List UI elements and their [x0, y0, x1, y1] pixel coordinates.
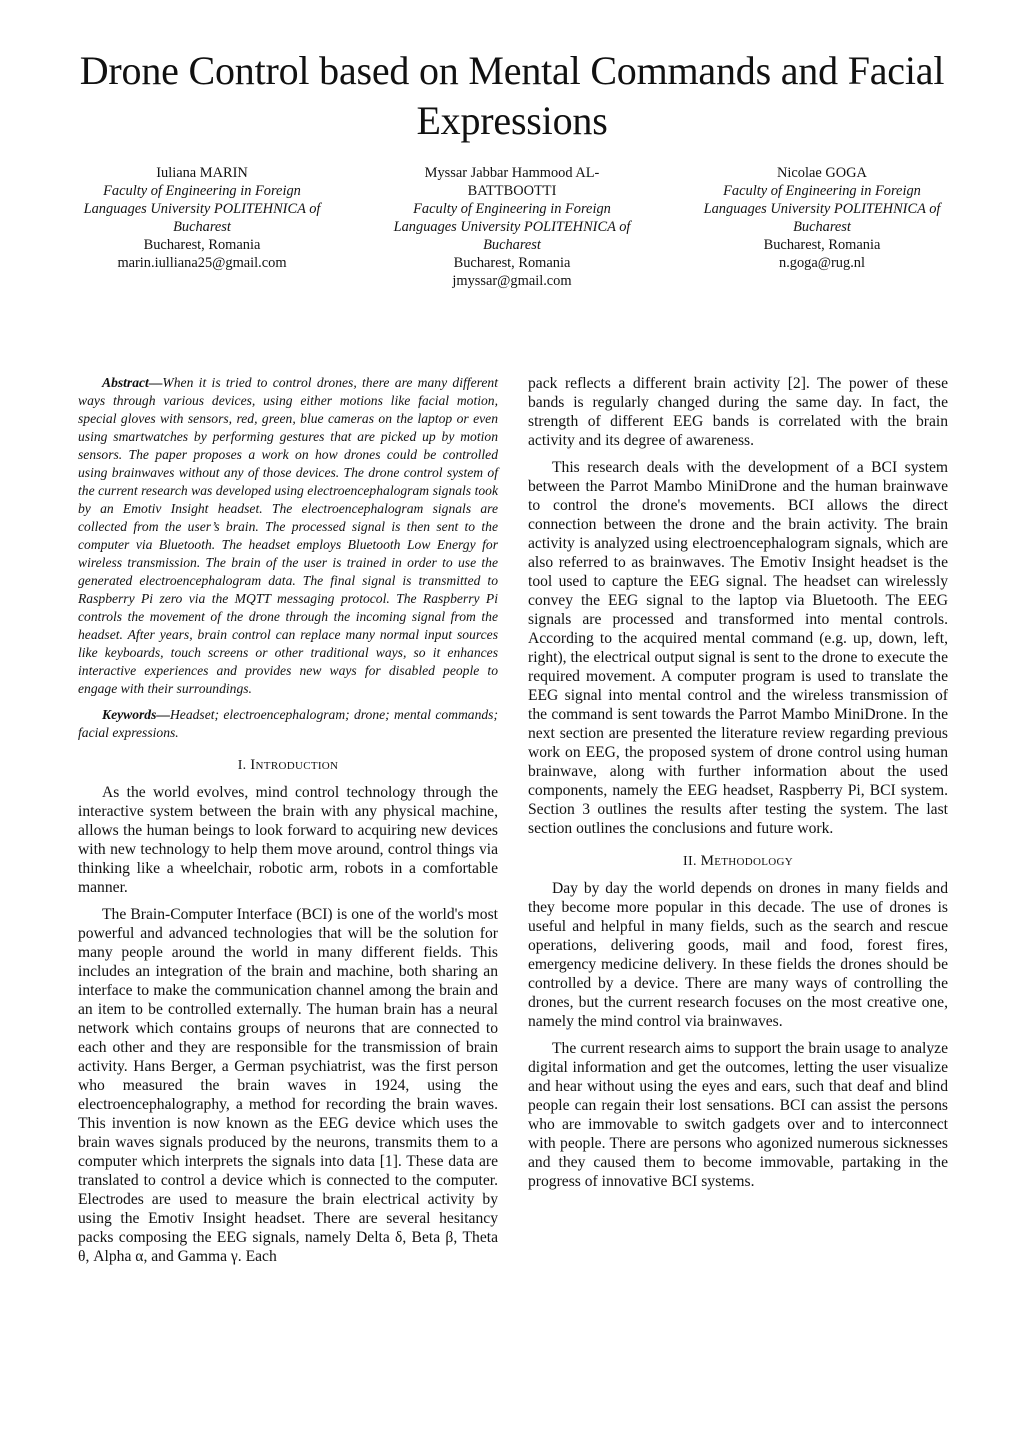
- author-name: Myssar Jabbar Hammood AL-BATTBOOTTI: [424, 165, 600, 199]
- author-location: Bucharest, Romania: [763, 237, 881, 253]
- author-3: [692, 164, 952, 290]
- paragraph: The Brain-Computer Interface (BCI) is one of the world's most powerful and advanced technologies that will be the solution for many people around the world in many different fields. This includes an integration of the brain and machine, both sharing an interface to make the communication channel among the brain and an item to be controlled externally. The human brain has a neural network which contains groups of neurons that are connected to each other and they are responsible for the transmission of brain activity. Hans Berger, a German psychiatrist, was the first person who measured the brain waves in 1924, using the electroencephalography, a method for recording the brain waves. This invention is now known as the EEG device which uses the brain waves signals produced by the neurons, transmits them to a computer which interprets the signals into data [1]. These data are translated to control a device which is connected to the computer. Electrodes are used to measure the brain electrical activity by using the Emotiv Insight headset. There are several hesitancy packs composing the EEG signals, namely Delta δ, Beta β, Theta θ, Alpha α, and Gamma γ. Each: [78, 906, 498, 1265]
- section-heading-introduction: [78, 756, 498, 775]
- paragraph: The current research aims to support the brain usage to analyze digital information and get the outcomes, letting the user visualize and hear without using the eyes and ears, such that deaf and blind people can regain their lost sensations. BCI can assist the persons who are immovable to switch gadgets over and to interconnect with people. There are persons who agonized numerous sicknesses and they caused them to become immovable, partaking in the progress of innovative BCI systems.: [528, 1040, 948, 1190]
- section-title: Introduction: [250, 757, 339, 773]
- author-affiliation: Faculty of Engineering in Foreign Languages University POLITEHNICA of Bucharest: [703, 183, 941, 235]
- author-block: [72, 164, 952, 290]
- keywords: [78, 706, 498, 742]
- section-heading-methodology: [528, 852, 948, 871]
- keywords-text: Headset; electroencephalogram; drone; mental commands; facial expressions.: [78, 707, 498, 740]
- author-affiliation: Faculty of Engineering in Foreign Languages University POLITEHNICA of Bucharest: [83, 183, 321, 235]
- section-number: II.: [683, 854, 697, 869]
- author-name: Nicolae GOGA: [777, 165, 867, 181]
- author-name: Iuliana MARIN: [156, 165, 248, 181]
- section-title: Methodology: [700, 853, 793, 869]
- author-email: marin.iulliana25@gmail.com: [117, 255, 287, 271]
- author-email: jmyssar@gmail.com: [452, 273, 572, 289]
- abstract-text: When it is tried to control drones, there are many different ways through various devices, using either motions like facial motion, special gloves with sensors, red, green, blue cameras on the laptop or even using smartwatches by performing gestures that are picked up by motion sensors. The paper proposes a work on how drones could be controlled using brainwaves without any of those devices. The drone control system of the current research was developed using electroencephalogram signals took by an Emotiv Insight headset. The electroencephalogram signals are collected from the user’s brain. The processed signal is then sent to the computer via Bluetooth. The headset employs Bluetooth Low Energy for wireless transmission. The brain of the user is trained in order to use the generated electroencephalogram data. The final signal is transmitted to Raspberry Pi zero via the MQTT messaging protocol. The Raspberry Pi controls the movement of the drone through the incoming signal from the headset. After years, brain control can replace many normal input sources like keyboards, touch screens or other traditional ways, so it enhances interactive experiences and provides new ways for disabled people to engage with their surroundings.: [78, 375, 498, 696]
- keywords-label: Keywords—: [102, 707, 170, 722]
- author-email: n.goga@rug.nl: [779, 255, 865, 271]
- paragraph: Day by day the world depends on drones in many fields and they become more popular in this decade. The use of drones is useful and helpful in many fields, such as the search and rescue operations, delivering goods, mail and food, forest fires, emergency medicine delivery. In these fields the drones should be controlled by a device. There are many ways of controlling the drones, but the current research focuses on the most creative one, namely the mind control via brainwaves.: [528, 880, 948, 1030]
- paragraph: This research deals with the development of a BCI system between the Parrot Mambo MiniDrone and the human brainwave to control the drone's movements. BCI allows the direct connection between the drone and the brain activity. The brain activity is analyzed using electroencephalogram signals, which are also referred to as brainwaves. The Emotiv Insight headset is the tool used to capture the EEG signal. The headset can wirelessly convey the EEG signal to the laptop via Bluetooth. The EEG signals are processed and transformed into mental controls. According to the acquired mental command (e.g. up, down, left, right), the electrical output signal is sent to the drone to execute the required movement. A computer program is used to translate the EEG signal into mental control and the wireless transmission of the command is sent towards the Parrot Mambo MiniDrone. In the next section are presented the literature review regarding previous work on EEG, the proposed system of drone control using human brainwave, along with further information about the used components, namely the EEG headset, Raspberry Pi, BCI system. Section 3 outlines the results after testing the system. The last section outlines the conclusions and future work.: [528, 459, 948, 837]
- author-location: Bucharest, Romania: [453, 255, 571, 271]
- abstract: [78, 374, 498, 698]
- author-2: [382, 164, 642, 290]
- author-1: [72, 164, 332, 290]
- paragraph: pack reflects a different brain activity [2]. The power of these bands is regularly changed during the same day. In fact, the strength of different EEG bands is correlated with the brain activity and its degree of awareness.: [528, 375, 948, 449]
- paper-title: Drone Control based on Mental Commands and Facial Expressions: [79, 48, 945, 143]
- section-number: I.: [237, 758, 247, 773]
- paragraph: As the world evolves, mind control technology through the interactive system between the brain with any physical machine, allows the human beings to look forward to acquiring new devices with new technology to help them move around, control things via thinking like a wheelchair, robotic arm, robots in a comfortable manner.: [78, 784, 498, 896]
- left-column: [78, 374, 498, 1274]
- abstract-label: Abstract—: [102, 375, 163, 390]
- author-affiliation: Faculty of Engineering in Foreign Languages University POLITEHNICA of Bucharest: [393, 201, 631, 253]
- right-column: [528, 374, 948, 1199]
- author-location: Bucharest, Romania: [143, 237, 261, 253]
